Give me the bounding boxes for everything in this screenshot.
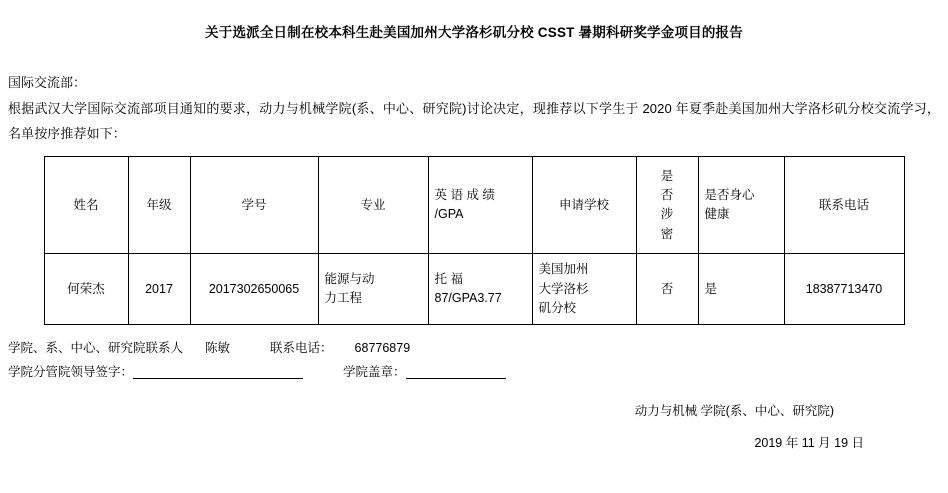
contact-label: 学院、系、中心、研究院联系人: [8, 341, 184, 356]
seal-label: 学院盖章：: [343, 365, 406, 380]
table-header-secret: [636, 157, 698, 254]
recommendation-table: [44, 156, 905, 325]
cell-student-id: 2017302650065: [190, 254, 318, 325]
table-header-phone: 联系电话: [784, 157, 904, 254]
document-date: 2019 年 11 月 19 日: [754, 435, 864, 450]
leader-sign-label: 学院分管院领导签字：: [8, 365, 134, 380]
document-page: [0, 24, 948, 493]
cell-apply-school-line2: 大学洛杉: [538, 281, 589, 296]
table-header-english-line1: 英 语 成 绩: [434, 187, 495, 202]
table-header-grade: 年级: [128, 157, 190, 254]
table-row: [44, 254, 904, 325]
table-header-english-line2: /GPA: [434, 207, 464, 222]
table-header-secret-line1: 是: [660, 168, 674, 183]
document-body: [0, 71, 948, 146]
cell-major: [318, 254, 428, 325]
cell-secret: 否: [636, 254, 698, 325]
table-header-secret-line2: 否: [660, 187, 674, 202]
cell-name: 何荣杰: [44, 254, 128, 325]
cell-phone: 18387713470: [784, 254, 904, 325]
recipient-line: 国际交流部：: [8, 74, 87, 90]
table-header-health: [698, 157, 784, 254]
table-header-secret-line4: 密: [660, 226, 674, 241]
leader-sign-rule: [133, 367, 303, 379]
intro-paragraph: 根据武汉大学国际交流部项目通知的要求，动力与机械学院(系、中心、研究院)讨论决定，现推荐以下学生于 2020 年夏季赴美国加州大学洛杉矶分校交流学习，名单按序推荐如下：: [8, 100, 940, 141]
cell-english: [428, 254, 532, 325]
contact-line: [8, 337, 940, 361]
cell-apply-school-line3: 矶分校: [538, 301, 577, 315]
table-header-name: 姓名: [44, 157, 128, 254]
table-header-student-id: 学号: [190, 157, 318, 254]
signature-line: [8, 361, 940, 385]
cell-grade: 2017: [128, 254, 190, 325]
page-title: 关于选派全日制在校本科生赴美国加州大学洛杉矶分校 CSST 暑期科研奖学金项目的报告: [205, 25, 743, 40]
cell-apply-school: [532, 254, 636, 325]
table-header-apply-school: 申请学校: [532, 157, 636, 254]
cell-apply-school-line1: 美国加州: [538, 262, 589, 277]
cell-major-line2: 力工程: [324, 291, 363, 306]
cell-major-line1: 能源与动: [324, 271, 375, 286]
seal-rule: [406, 367, 506, 379]
cell-english-line1: 托 福: [434, 271, 463, 286]
table-header-secret-line3: 涉: [660, 207, 674, 222]
table-header-english: [428, 157, 532, 254]
table-header-row: [44, 157, 904, 254]
signature-organization: 动力与机械 学院(系、中心、研究院): [634, 403, 834, 418]
contact-name: 陈敏: [205, 341, 231, 356]
table-header-health-line1: 是否身心: [704, 187, 755, 202]
table-header-major: 专业: [318, 157, 428, 254]
table-header-health-line2: 健康: [704, 207, 730, 222]
cell-health: 是: [698, 254, 784, 325]
contact-phone: 68776879: [354, 341, 411, 356]
document-footer: [0, 337, 948, 385]
contact-phone-label: 联系电话：: [270, 341, 333, 356]
cell-english-line2: 87/GPA3.77: [434, 291, 502, 306]
